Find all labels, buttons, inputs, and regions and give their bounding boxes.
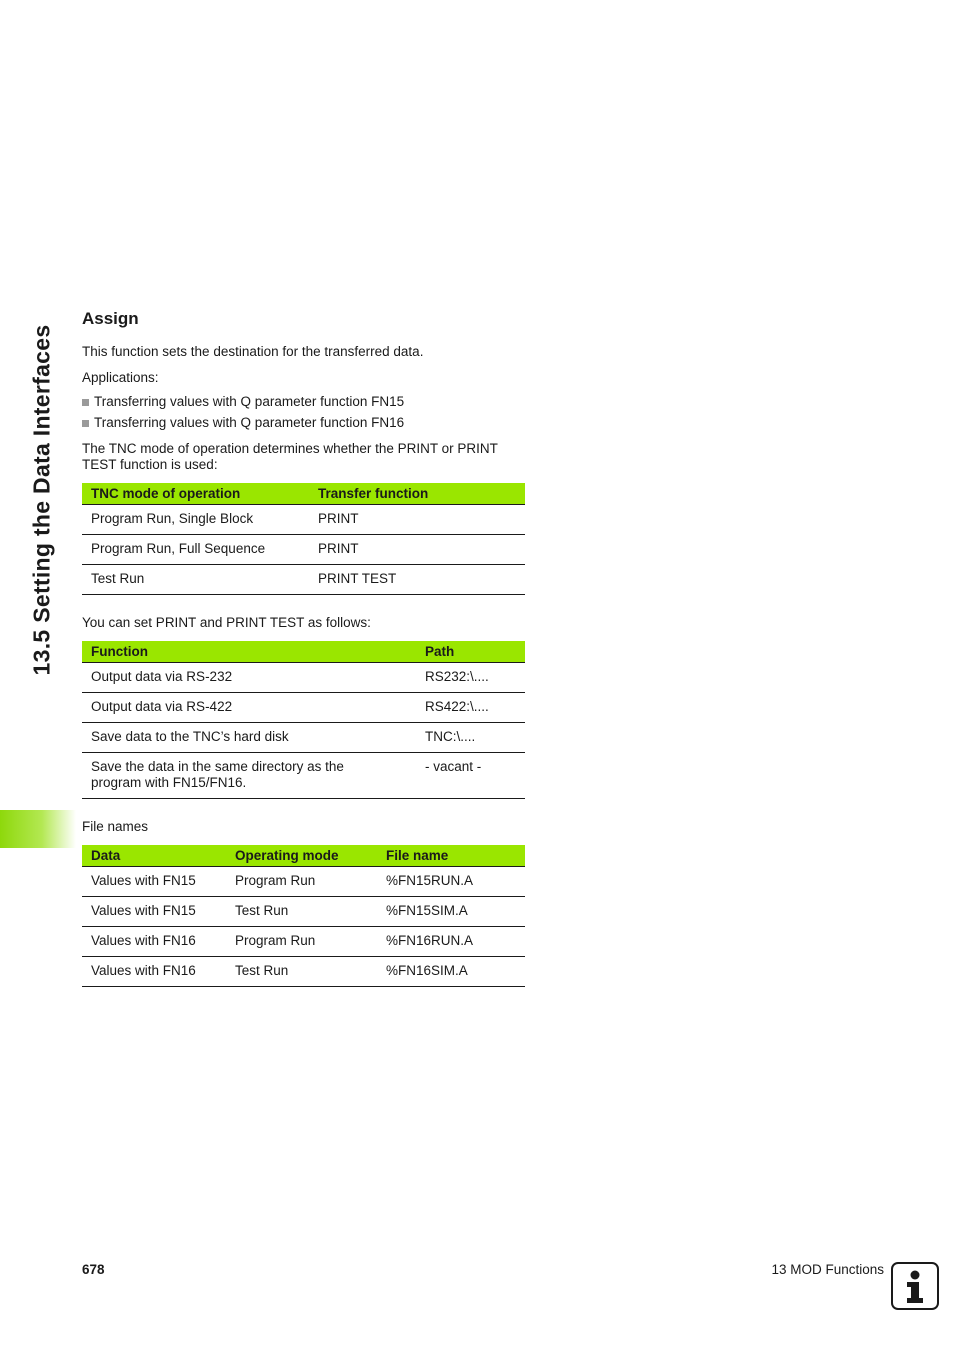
table-cell: Values with FN15 <box>82 897 226 927</box>
table-cell: Values with FN15 <box>82 867 226 897</box>
table-row <box>82 663 525 693</box>
table-row <box>82 753 525 799</box>
table-row <box>82 505 525 535</box>
table-cell: - vacant - <box>416 753 525 799</box>
side-chapter-title-text: 13.5 Setting the Data Interfaces <box>28 324 55 676</box>
mode-note: The TNC mode of operation determines whether the PRINT or PRINT TEST function is used: <box>82 441 498 472</box>
transfer-function-table <box>82 483 525 595</box>
file-names-label: File names <box>82 819 149 834</box>
table-cell: Program Run <box>226 927 377 957</box>
table-cell: Output data via RS-232 <box>82 663 416 693</box>
table-cell: Test Run <box>82 565 309 595</box>
table-row <box>82 897 525 927</box>
square-bullet-icon <box>82 420 89 427</box>
table-cell: TNC:\.... <box>416 723 525 753</box>
table-row <box>82 565 525 595</box>
section-heading: Assign <box>82 309 139 328</box>
table-cell: RS422:\.... <box>416 693 525 723</box>
info-glyph <box>893 1264 937 1308</box>
table-cell: PRINT <box>309 505 525 535</box>
table-cell: Output data via RS-422 <box>82 693 416 723</box>
table-cell: Program Run <box>226 867 377 897</box>
table-cell: %FN16SIM.A <box>377 957 525 987</box>
table-header-row <box>82 641 525 663</box>
applications-list <box>82 394 526 431</box>
table-cell: Test Run <box>226 957 377 987</box>
column-header: Function <box>82 641 416 663</box>
table-cell: PRINT <box>309 535 525 565</box>
intro-paragraph: This function sets the destination for the transferred data. <box>82 344 424 359</box>
list-item: Transferring values with Q parameter function FN16 <box>82 415 526 431</box>
print-path-table <box>82 641 525 799</box>
column-header: Operating mode <box>226 845 377 867</box>
info-icon[interactable] <box>891 1262 939 1310</box>
table-cell: Values with FN16 <box>82 927 226 957</box>
column-header: Transfer function <box>309 483 525 505</box>
set-note: You can set PRINT and PRINT TEST as follows: <box>82 615 371 630</box>
column-header: File name <box>377 845 525 867</box>
chapter-label: 13 MOD Functions <box>771 1262 884 1277</box>
file-names-table <box>82 845 525 987</box>
table-cell: PRINT TEST <box>309 565 525 595</box>
table-cell: Save the data in the same directory as the program with FN15/FN16. <box>82 753 416 799</box>
table-header-row <box>82 845 525 867</box>
table-cell: %FN16RUN.A <box>377 927 525 957</box>
table-cell: Save data to the TNC’s hard disk <box>82 723 416 753</box>
table-cell: Program Run, Full Sequence <box>82 535 309 565</box>
side-chapter-title <box>26 310 58 690</box>
table-header-row <box>82 483 525 505</box>
table-cell: RS232:\.... <box>416 663 525 693</box>
applications-label: Applications: <box>82 370 159 385</box>
page-number: 678 <box>82 1262 105 1277</box>
table-cell: Test Run <box>226 897 377 927</box>
table-row <box>82 723 525 753</box>
table-row <box>82 535 525 565</box>
side-tab-marker <box>0 810 76 848</box>
table-cell: Program Run, Single Block <box>82 505 309 535</box>
list-item: Transferring values with Q parameter function FN15 <box>82 394 526 410</box>
table-row <box>82 927 525 957</box>
table-cell: Values with FN16 <box>82 957 226 987</box>
table-row <box>82 693 525 723</box>
column-header: Data <box>82 845 226 867</box>
table-cell: %FN15RUN.A <box>377 867 525 897</box>
table-row <box>82 867 525 897</box>
main-content <box>82 308 526 1007</box>
column-header: Path <box>416 641 525 663</box>
table-cell: %FN15SIM.A <box>377 897 525 927</box>
table-row <box>82 957 525 987</box>
column-header: TNC mode of operation <box>82 483 309 505</box>
square-bullet-icon <box>82 399 89 406</box>
